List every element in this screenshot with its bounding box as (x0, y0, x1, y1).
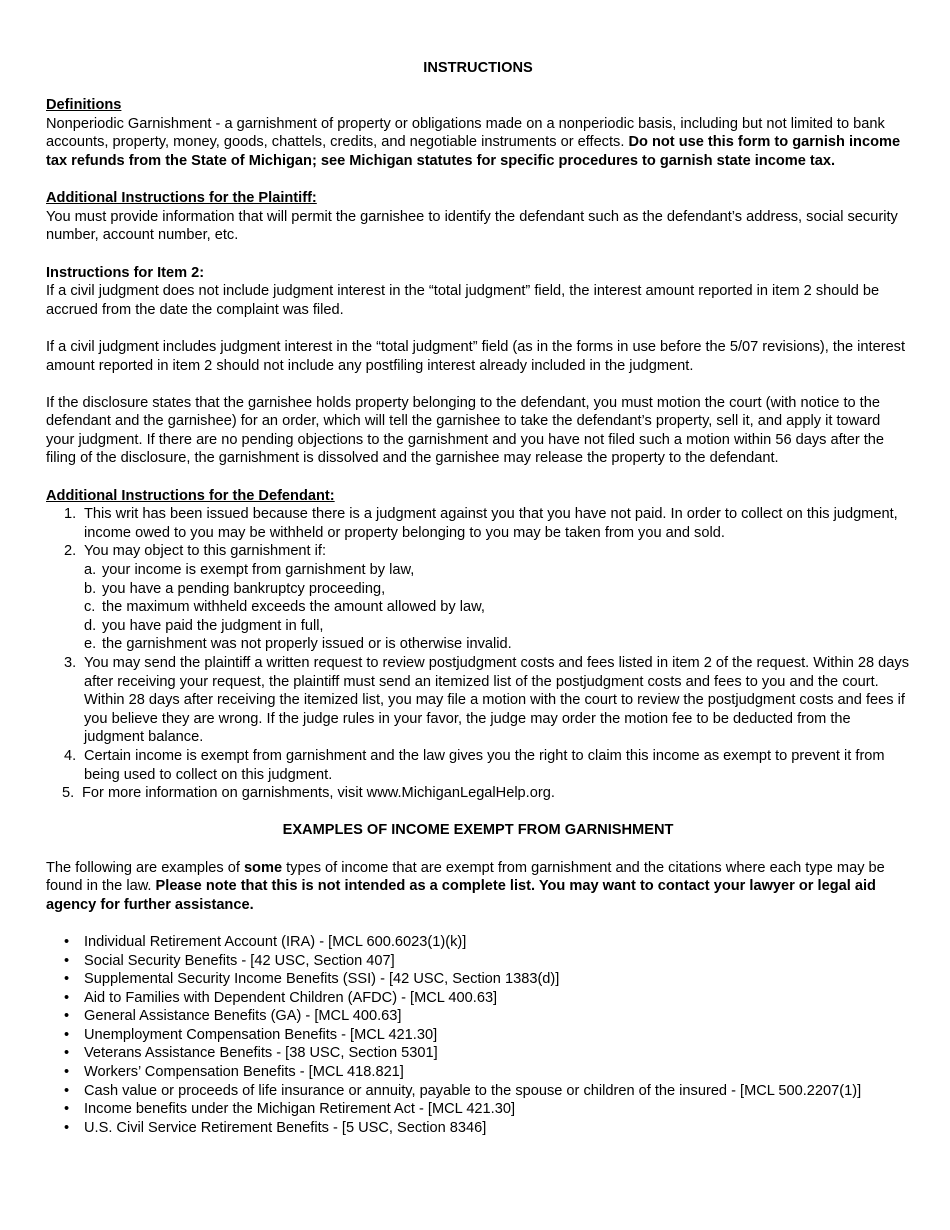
sub-list-item (84, 561, 910, 580)
examples-intro-note: Please note that this is not intended as a complete list. You may want to contact your lawyer or legal aid agency for further assistance. (46, 878, 876, 913)
defendant-section (46, 487, 910, 803)
list-item (64, 1082, 910, 1101)
item2-para2: If a civil judgment includes judgment interest in the “total judgment” field (as in the forms in use before the 5/07 revisions), the interest amount reported in item 2 should not include any postfiling interest already included in the judgment. (46, 338, 906, 374)
list-item (64, 505, 910, 542)
list-item-text: U.S. Civil Service Retirement Benefits - [5 USC, Section 8346] (84, 1119, 487, 1136)
sub-list-letter: b. (84, 580, 97, 597)
bullet-icon: • (64, 1045, 70, 1062)
sub-list-item (84, 598, 910, 617)
sub-list-item (84, 635, 910, 654)
list-item (64, 654, 910, 747)
examples-intro-text-2: types of income that are exempt from garnishment and the citations where each type may be found in the law. (46, 859, 885, 895)
definitions-section (46, 96, 910, 170)
list-item-text: You may object to this garnishment if: (84, 543, 327, 560)
sub-list-letter: a. (84, 562, 97, 579)
list-item-text: Individual Retirement Account (IRA) - [MCL 600.6023(1)(k)] (84, 933, 467, 950)
list-item-text: Workers’ Compensation Benefits - [MCL 418.821] (84, 1064, 404, 1081)
list-item (64, 1044, 910, 1063)
plaintiff-section (46, 189, 910, 245)
sub-list-letter: e. (84, 636, 97, 653)
list-item (64, 1119, 910, 1138)
item2-section (46, 264, 910, 320)
definitions-heading: Definitions (46, 97, 122, 114)
sub-list-text: the maximum withheld exceeds the amount allowed by law, (102, 599, 485, 616)
examples-intro-emphasis: some (243, 859, 283, 876)
sub-list-letter: d. (84, 617, 97, 634)
item2-heading: Instructions for Item 2: (46, 264, 205, 281)
sub-list-item (84, 617, 910, 636)
list-item-text: Income benefits under the Michigan Retirement Act - [MCL 421.30] (84, 1101, 516, 1118)
page-title: INSTRUCTIONS (423, 60, 533, 76)
list-number: 3. (64, 655, 77, 671)
bullet-icon: • (64, 1064, 70, 1081)
objection-reasons-list (84, 561, 910, 654)
list-item (64, 542, 910, 654)
bullet-icon: • (64, 1119, 70, 1136)
bullet-icon: • (64, 952, 70, 969)
item2-para3: If the disclosure states that the garnishee holds property belonging to the defendant, you must motion the court (with notice to the defendant and the garnishee) for an order, which will tell the garnishee to take the defendant’s property, sell it, and apply it toward your judgment. If there are no pending objections to the garnishment and you have not filed such a motion within 56 days after the filing of the disclosure, the garnishment is dissolved and the garnishee may release the property to the defendant. (46, 394, 885, 467)
list-item (64, 952, 910, 971)
plaintiff-text: You must provide information that will permit the garnishee to identify the defendant such as the defendant’s address, social security number, account number, etc. (46, 208, 898, 244)
sub-list-text: you have paid the judgment in full, (102, 617, 324, 634)
bullet-icon: • (64, 1082, 70, 1099)
examples-intro (46, 859, 910, 915)
list-item-text: Supplemental Security Income Benefits (SSI) - [42 USC, Section 1383(d)] (84, 971, 560, 988)
sub-list-item (84, 580, 910, 599)
list-item-text: Aid to Families with Dependent Children (AFDC) - [MCL 400.63] (84, 989, 498, 1006)
sub-list-text: the garnishment was not properly issued or is otherwise invalid. (102, 636, 512, 653)
list-item (64, 1100, 910, 1119)
definitions-text: Nonperiodic Garnishment - a garnishment of property or obligations made on a nonperiodic basis, including but not limited to bank accounts, property, money, goods, chattels, credits, and negotiable instruments or effects. (46, 115, 885, 151)
list-item (62, 784, 910, 803)
list-item-text: Unemployment Compensation Benefits - [MCL 421.30] (84, 1026, 438, 1043)
item2-para1: If a civil judgment does not include judgment interest in the “total judgment” field, the interest amount reported in item 2 should be accrued from the date the complaint was filed. (46, 283, 880, 318)
list-item (64, 1026, 910, 1045)
list-item-text: For more information on garnishments, visit www.MichiganLegalHelp.org. (82, 785, 555, 802)
list-item (64, 747, 910, 784)
sub-list-text: your income is exempt from garnishment by law, (102, 562, 415, 579)
sub-list-letter: c. (84, 599, 96, 616)
defendant-heading: Additional Instructions for the Defendant: (46, 487, 335, 504)
bullet-icon: • (64, 1101, 70, 1118)
list-item-text: Social Security Benefits - [42 USC, Section 407] (84, 952, 395, 969)
list-number: 5. (62, 785, 75, 802)
examples-intro-text: The following are examples of (46, 859, 244, 876)
list-item-text: This writ has been issued because there is a judgment against you that you have not paid. In order to collect on this judgment, income owed to you may be withheld or property belonging to you may be taken from you and sold. (84, 506, 898, 541)
exempt-income-list (46, 933, 910, 1138)
bullet-icon: • (64, 1008, 70, 1025)
list-item (64, 1007, 910, 1026)
definitions-warning: Do not use this form to garnish income tax refunds from the State of Michigan; see Michigan statutes for specific procedures to garnish state income tax. (46, 134, 901, 169)
list-item-text: Cash value or proceeds of life insurance or annuity, payable to the spouse or children of the insured - [MCL 500.2207(1)] (84, 1082, 862, 1099)
list-item-text: Certain income is exempt from garnishment and the law gives you the right to claim this income as exempt to prevent it from being used to collect on this judgment. (84, 747, 885, 783)
list-item-text: Veterans Assistance Benefits - [38 USC, Section 5301] (84, 1045, 438, 1062)
bullet-icon: • (64, 933, 70, 950)
sub-list-text: you have a pending bankruptcy proceeding, (102, 580, 386, 597)
plaintiff-heading: Additional Instructions for the Plaintiff: (46, 190, 317, 207)
examples-heading: EXAMPLES OF INCOME EXEMPT FROM GARNISHMENT (282, 822, 674, 839)
defendant-list (46, 505, 910, 803)
list-item (64, 989, 910, 1008)
bullet-icon: • (64, 989, 70, 1006)
list-item (64, 933, 910, 952)
bullet-icon: • (64, 971, 70, 988)
list-item-text: You may send the plaintiff a written request to review postjudgment costs and fees listed in item 2 of the request. Within 28 days after receiving your request, the plaintiff must send an itemized list of the postjudgment costs and fees to you and the court. Within 28 days after receiving the itemized list, you may file a motion with the court to review the postjudgment costs and fees if you believe they are wrong. If the judge rules in your favor, the judge may order the motion fee to be deducted from the judgment balance. (84, 655, 910, 746)
list-item-text: General Assistance Benefits (GA) - [MCL 400.63] (84, 1008, 402, 1025)
list-item (64, 1063, 910, 1082)
list-number: 2. (64, 543, 77, 560)
bullet-icon: • (64, 1026, 70, 1043)
list-number: 4. (64, 747, 77, 764)
list-item (64, 970, 910, 989)
list-number: 1. (64, 506, 77, 523)
